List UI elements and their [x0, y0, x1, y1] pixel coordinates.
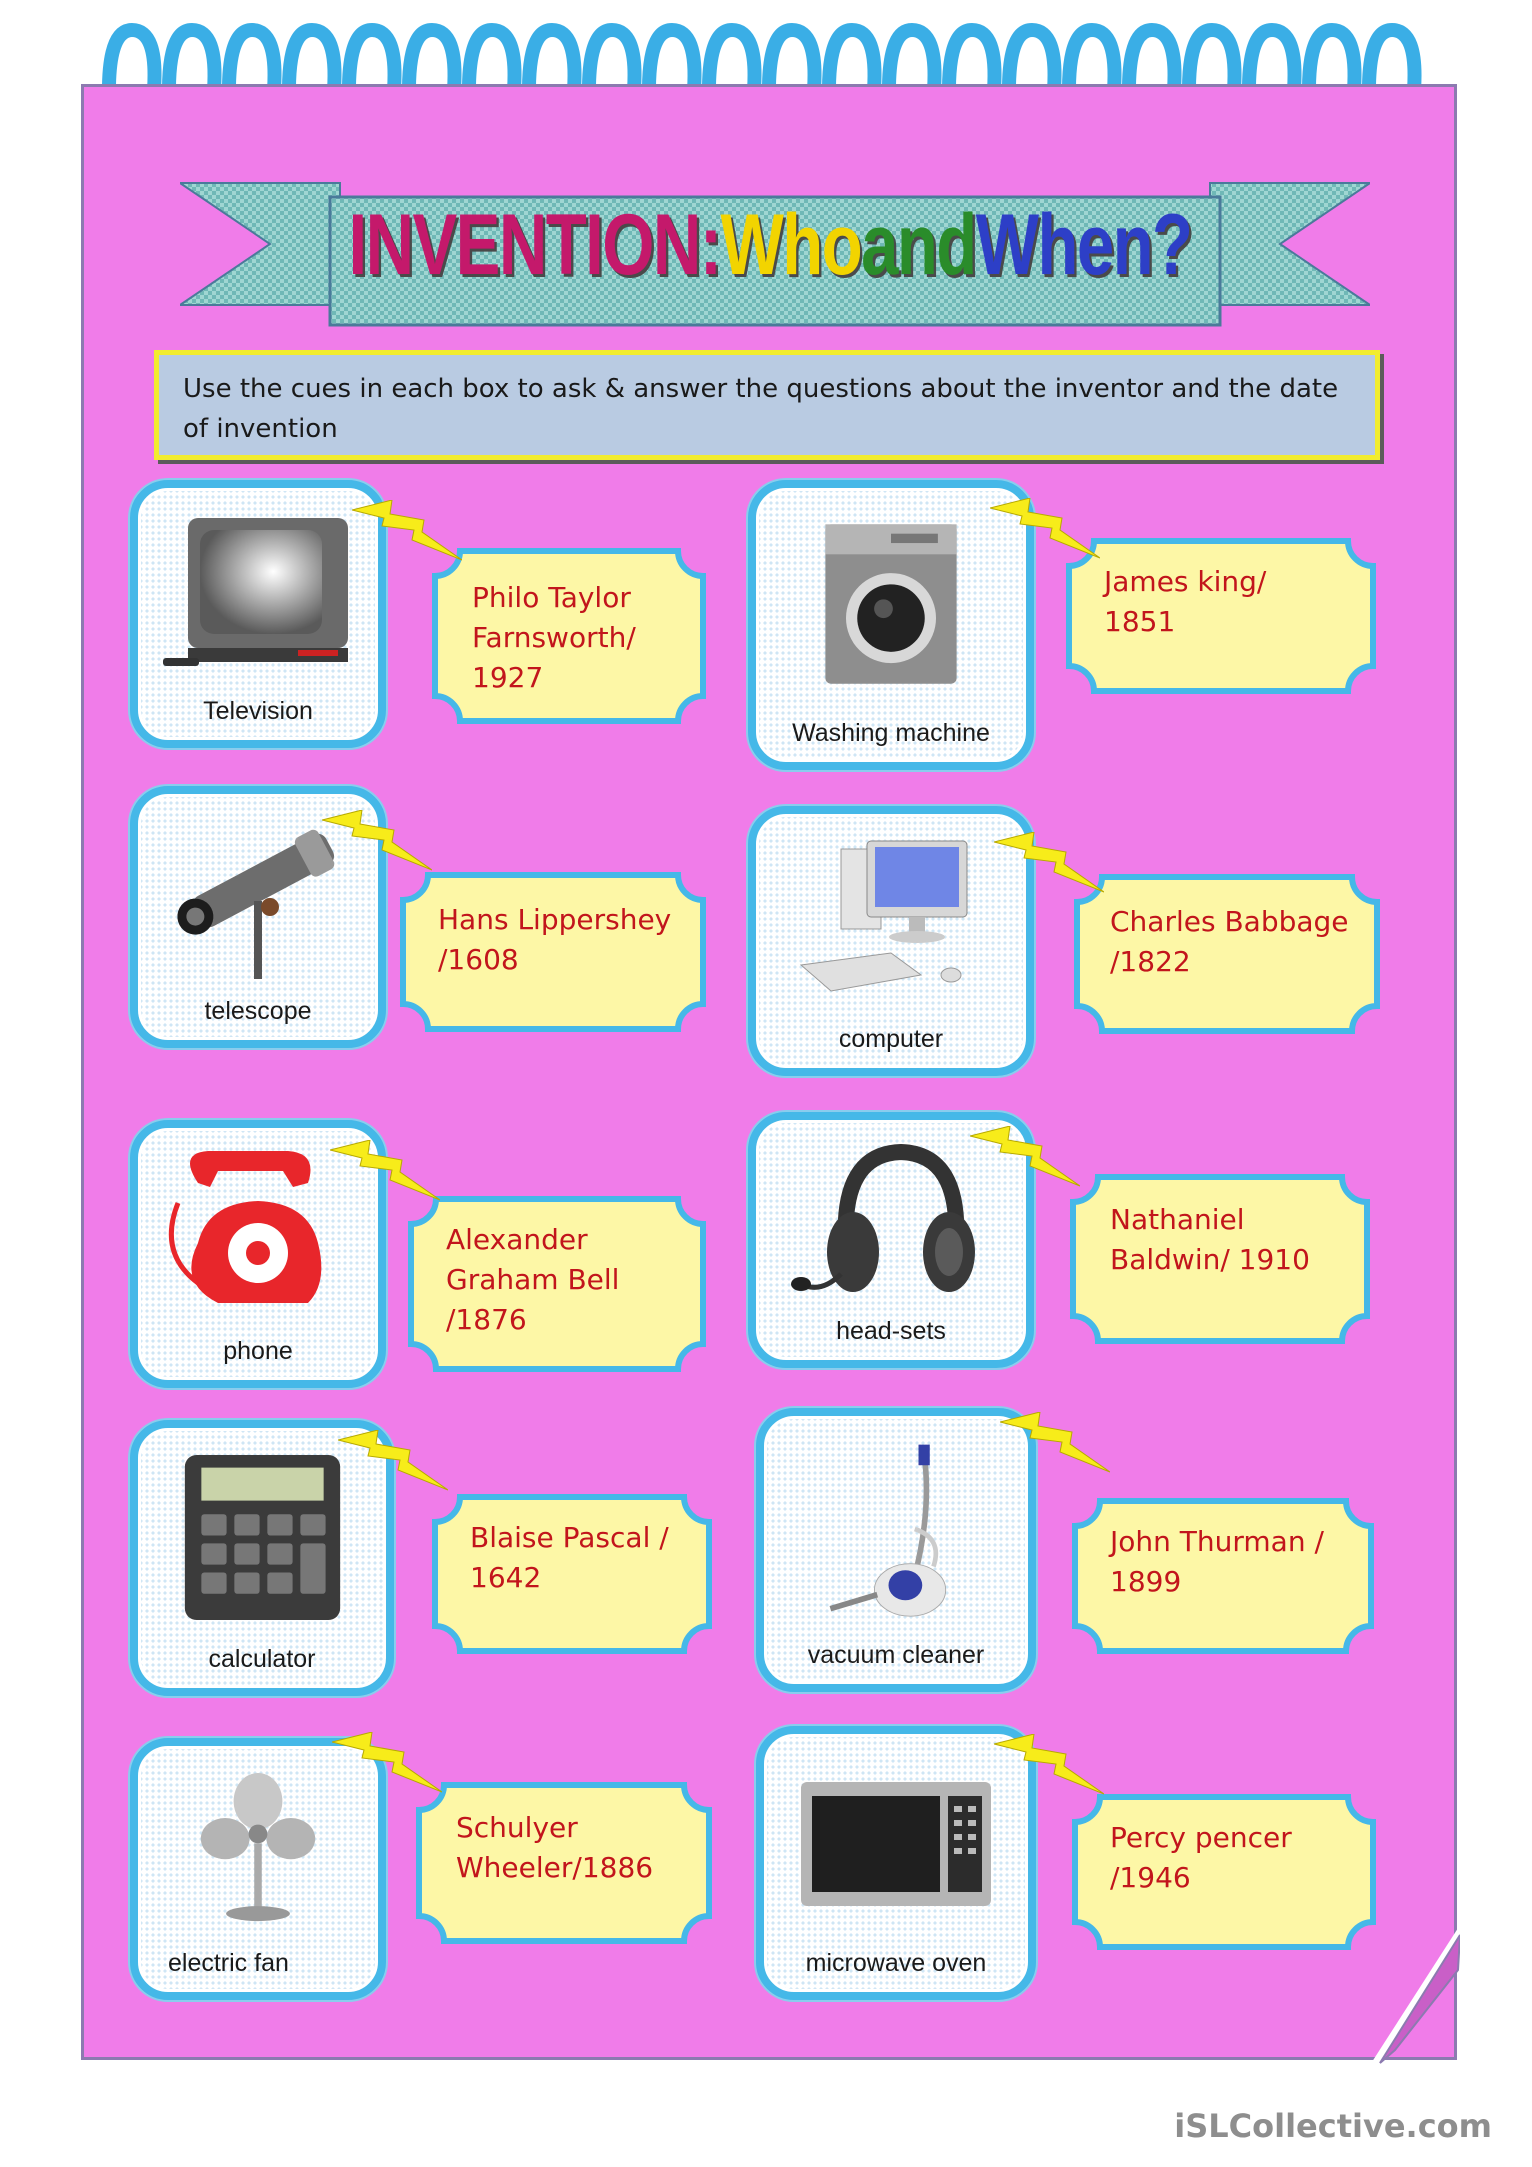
- answer-line: John Thurman /: [1110, 1525, 1324, 1558]
- answer-line: /1946: [1110, 1861, 1191, 1894]
- page-title: [348, 190, 1192, 300]
- answer-line: Nathaniel: [1110, 1203, 1245, 1236]
- answer-box-electric-fan: [416, 1782, 712, 1944]
- answer-box-vacuum-cleaner: [1072, 1498, 1374, 1654]
- answer-line: Graham Bell: [446, 1263, 620, 1296]
- vacuum-cleaner-icon: [764, 1430, 1028, 1628]
- answer-line: Baldwin/ 1910: [1110, 1243, 1310, 1276]
- lightning-bolt-icon: [990, 498, 1100, 568]
- lightning-bolt-icon: [994, 1734, 1104, 1804]
- item-label: telescope: [204, 997, 312, 1025]
- lightning-bolt-icon: [330, 1140, 440, 1210]
- item-label: electric fan: [168, 1949, 289, 1977]
- answer-line: Blaise Pascal /: [470, 1521, 669, 1554]
- answer-box-calculator: [432, 1494, 712, 1654]
- answer-box-television: [432, 548, 706, 724]
- item-label: microwave oven: [805, 1949, 987, 1977]
- lightning-bolt-icon: [1000, 1412, 1110, 1482]
- page-curl: [1370, 1925, 1460, 2065]
- washing-machine-icon: [756, 502, 1026, 706]
- answer-line: Wheeler/1886: [456, 1851, 654, 1884]
- answer-box-head-sets: [1070, 1174, 1370, 1344]
- answer-line: Charles Babbage: [1110, 905, 1349, 938]
- answer-box-telescope: [400, 872, 706, 1032]
- answer-box-washing-machine: [1066, 538, 1376, 694]
- lightning-bolt-icon: [994, 832, 1104, 902]
- answer-line: 1927: [472, 661, 544, 694]
- card-vacuum-cleaner: [756, 1408, 1036, 1692]
- answer-line: Philo Taylor: [472, 581, 631, 614]
- answer-line: 1851: [1104, 605, 1176, 638]
- answer-line: /1822: [1110, 945, 1191, 978]
- answer-line: /1608: [438, 943, 519, 976]
- item-label: vacuum cleaner: [807, 1641, 985, 1669]
- item-label: computer: [838, 1025, 944, 1053]
- item-label: calculator: [208, 1645, 316, 1673]
- answer-line: Farnsworth/: [472, 621, 636, 654]
- answer-line: /1876: [446, 1303, 527, 1336]
- answer-line: Hans Lippershey: [438, 903, 672, 936]
- item-label: Washing machine: [792, 719, 990, 747]
- card-television: [130, 480, 386, 748]
- lightning-bolt-icon: [352, 500, 462, 570]
- answer-box-phone: [408, 1196, 706, 1372]
- answer-line: James king/: [1104, 565, 1267, 598]
- title-part: Who: [720, 196, 862, 293]
- item-label: phone: [223, 1337, 293, 1365]
- answer-line: 1642: [470, 1561, 542, 1594]
- title-part: When?: [975, 196, 1192, 293]
- computer-icon: [756, 828, 1026, 1012]
- card-computer: [748, 806, 1034, 1076]
- title-part: INVENTION:: [348, 196, 721, 293]
- answer-box-microwave-oven: [1072, 1794, 1376, 1950]
- television-icon: [138, 502, 378, 684]
- lightning-bolt-icon: [322, 810, 432, 880]
- item-label: head-sets: [836, 1317, 946, 1345]
- lightning-bolt-icon: [338, 1430, 448, 1500]
- watermark: iSLCollective.com: [1174, 2107, 1492, 2145]
- lightning-bolt-icon: [332, 1732, 442, 1802]
- answer-line: Percy pencer: [1110, 1821, 1292, 1854]
- item-label: Television: [203, 697, 313, 725]
- lightning-bolt-icon: [970, 1126, 1080, 1196]
- answer-line: Alexander: [446, 1223, 588, 1256]
- answer-line: Schulyer: [456, 1811, 578, 1844]
- answer-box-computer: [1074, 874, 1380, 1034]
- title-part: and: [861, 196, 976, 293]
- instruction-box: Use the cues in each box to ask & answer the questions about the inventor and the date of invention: [154, 350, 1380, 460]
- microwave-oven-icon: [764, 1748, 1028, 1936]
- answer-line: 1899: [1110, 1565, 1182, 1598]
